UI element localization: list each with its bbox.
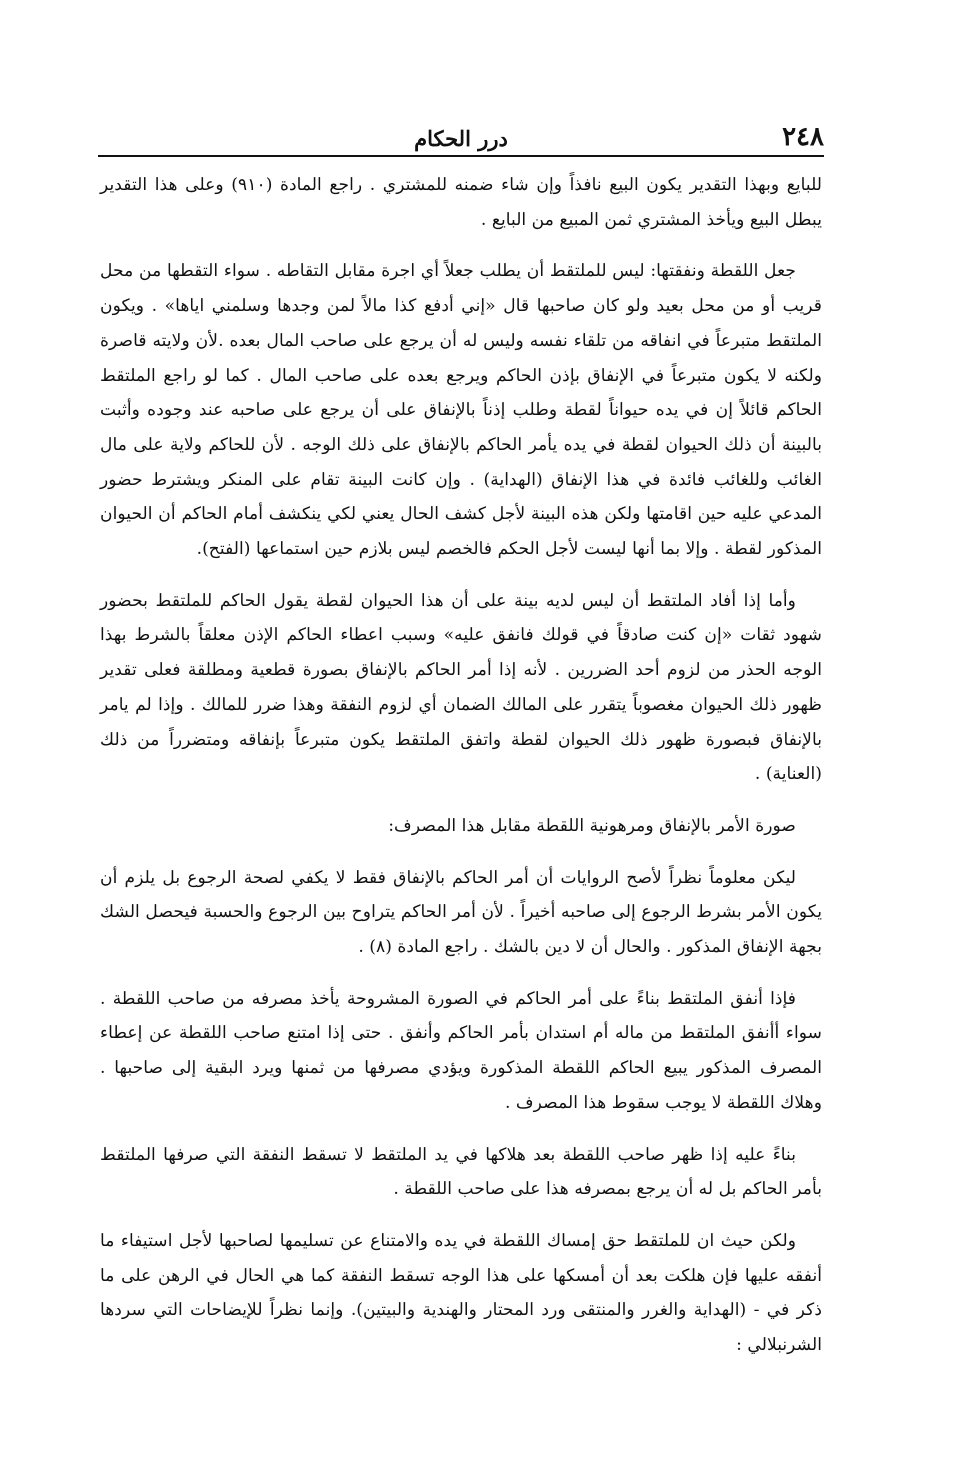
running-title: درر الحكام [414, 126, 508, 151]
page-header [98, 112, 824, 156]
page-number: ٢٤٨ [782, 122, 824, 152]
paragraph-expense-recovery: فإذا أنفق الملتقط بناءً على أمر الحاكم في الصورة المشروحة يأخذ مصرفه من صاحب اللقطة . سواء أأنفق الملتقط من ماله أم استدان بأمر الحاكم وأنفق . حتى إذا امتنع صاحب اللقطة عن إعطاء المصرف المذكور يبيع الحاكم اللقطة المذكورة ويؤدي مصرفها من ثمنها ويرد البقية إلى صاحبها . وهلاك اللقطة لا يوجب سقوط هذا المصرف . [100, 988, 822, 1113]
paragraph-no-evidence: وأما إذا أفاد الملتقط أن ليس لديه بينة على أن هذا الحيوان لقطة يقول الحاكم للملتقط بحضور شهود ثقات «إن كنت صادقاً في قولك فانفق عليه» وسبب اعطاء الحاكم الإذن معلقاً بالشرط بهذا الوجه الحذر من لزوم أحد الضررين . لأنه إذا أمر الحاكم بالإنفاق بصورة قطعية ومطلقة فعلى تقدير ظهور ذلك الحيوان مغصوباً يتقرر على المالك الضمان أي لزوم النفقة وهذا ضرر للمالك . وإذا لم يامر بالإنفاق فبصورة ظهور ذلك الحيوان لقطة واتفق الملتقط يكون متبرعاً بإنفاقه ومتضرراً من ذلك (العناية) . [100, 590, 822, 785]
paragraph-return-condition: ليكن معلوماً نظراً لأصح الروايات أن أمر الحاكم بالإنفاق فقط لا يكفي لصحة الرجوع بل يلزم أن يكون الأمر بشرط الرجوع إلى صاحبه أخيراً . لأن أمر الحاكم يتراوح بين الرجوع والحسبة فيحصل الشك بجهة الإنفاق المذكور . والحال أن لا دين بالشك . راجع المادة (٨) . [100, 867, 822, 958]
paragraph-finder-reward: جعل اللقطة ونفقتها: ليس للملتقط أن يطلب جعلاً أي اجرة مقابل التقاطه . سواء التقطها من محل قريب أو من محل بعيد ولو كان صاحبها قال «إني أدفع كذا مالاً لمن وجدها وسلمني اياها» . ويكون الملتقط متبرعاً في انفاقه من تلقاء نفسه وليس له أن يرجع على صاحب المال بعده .لأن ولايته قاصرة ولكنه لا يكون متبرعاً في الإنفاق بإذن الحاكم ويرجع بعده على صاحب المال . كما لو راجع الملتقط الحاكم قائلاً إن في يده حيواناً لقطة وطلب إذناً بالإنفاق على أن يرجع على صاحبه عند وجوده وأثبت بالبينة أن ذلك الحيوان لقطة في يده يأمر الحاكم بالإنفاق على ذلك الوجه . لأن للحاكم ولاية على مال الغائب وللغائب فائدة في هذا الإنفاق (الهداية) . وإن كانت البينة تقام على المنكر ويشترط حضور المدعي عليه حين اقامتها ولكن هذه البينة لأجل كشف الحال يعني لكي ينكشف أمام الحاكم أن الحيوان المذكور لقطة . وإلا بما أنها ليست لأجل الحكم فالخصم ليس بلازم حين استماعها (الفتح). [100, 261, 822, 560]
section-heading: صورة الأمر بالإنفاق ومرهونية اللقطة مقابل هذا المصرف: [388, 815, 796, 836]
paragraph-after-loss: بناءً عليه إذا ظهر صاحب اللقطة بعد هلاكها في يد الملتقط لا تسقط النفقة التي صرفها الملتقط بأمر الحاكم بل له أن يرجع بمصرفه هذا على صاحب اللقطة . [100, 1144, 822, 1200]
paragraph-retention-right: ولكن حيث ان للملتقط حق إمساك اللقطة في يده والامتناع عن تسليمها لصاحبها لأجل استيفاء ما أنفقه عليها فإن هلكت بعد أن أمسكها على هذا الوجه تسقط النفقة كما هي الحال في الرهن على ما ذكر في - (الهداية والغرر والمنتقى ورد المحتار والهندية والبيتين). وإنما نظراً للإيضاحات التي سردها الشرنبلالي : [100, 1230, 822, 1356]
body-text [100, 168, 822, 1380]
header-rule [98, 155, 824, 157]
paragraph-continuation: للبايع وبهذا التقدير يكون البيع نافذاً وإن شاء ضمنه للمشتري . راجع المادة (٩١٠) وعلى هذا التقدير يبطل البيع ويأخذ المشتري ثمن المبيع من البايع . [100, 175, 822, 230]
